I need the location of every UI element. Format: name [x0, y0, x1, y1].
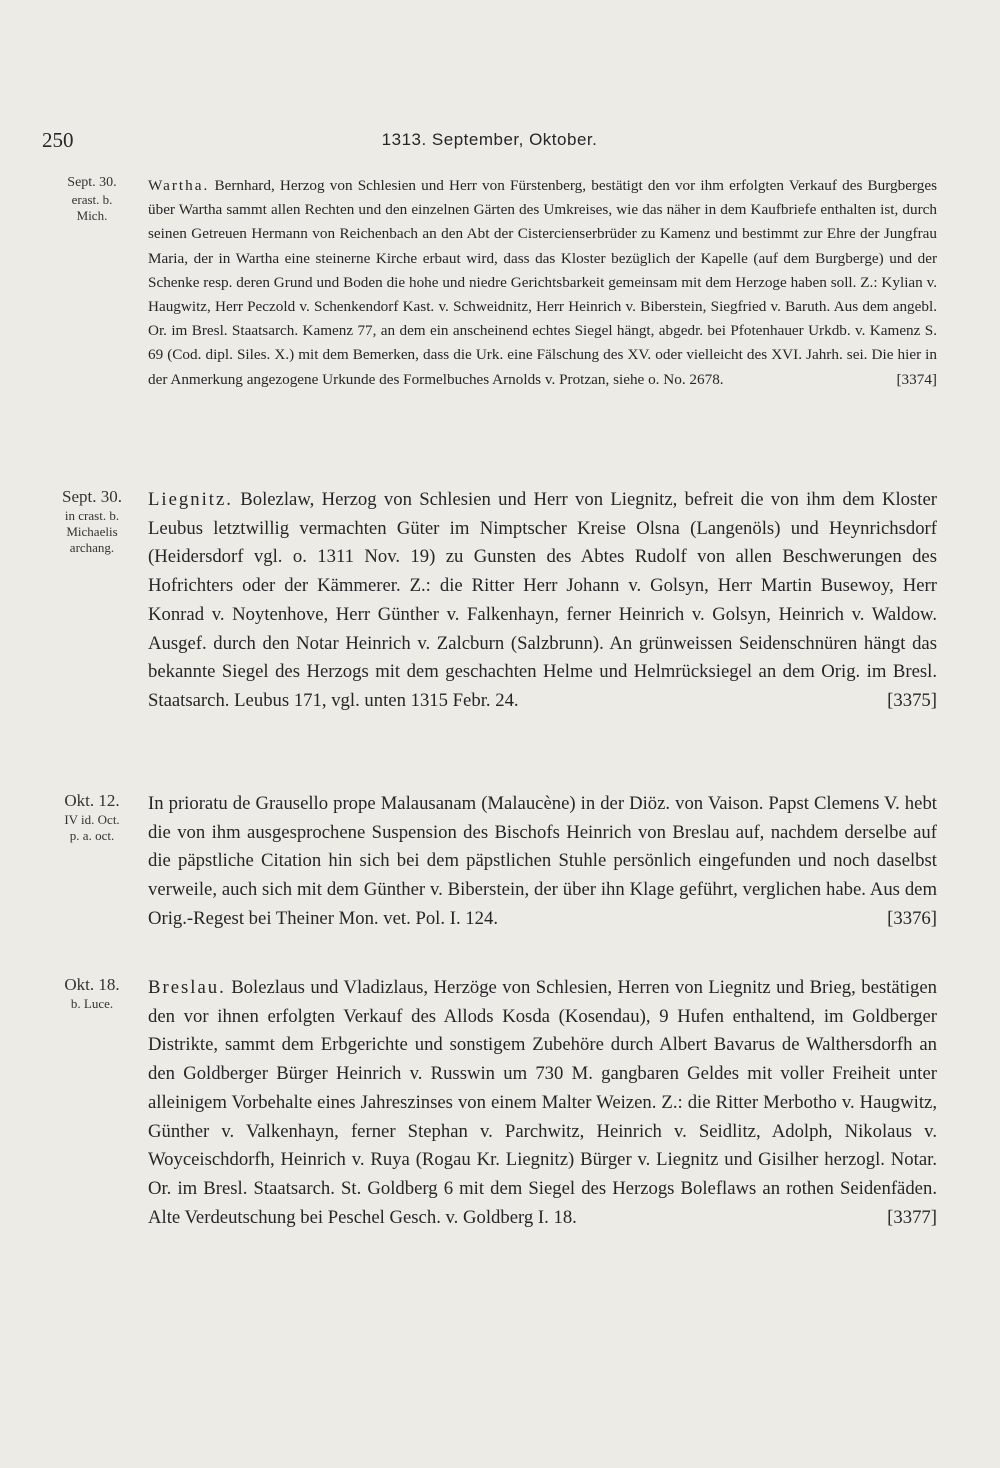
register-number: [3376] [887, 907, 937, 929]
date-main: Okt. 18. [64, 975, 120, 994]
entry-place: In prioratu de Grausello prope Malausanam (Malaucène) in der Diöz. von Vaison. [148, 793, 764, 814]
date-feast: archang. [69, 540, 115, 555]
register-number: [3374] [896, 370, 937, 388]
register-number: [3377] [887, 1206, 937, 1228]
date-feast: IV id. Oct. [64, 812, 120, 827]
entry-place: Breslau. [148, 977, 226, 998]
date-feast: erast. b. [71, 192, 113, 207]
entry-date [40, 486, 144, 556]
date-feast: Mich. [76, 208, 108, 223]
entry-text [148, 174, 937, 392]
date-main: Sept. 30. [67, 175, 117, 190]
entry-date [40, 790, 144, 844]
entry-body: Bolezlaw, Herzog von Schlesien und Herr von Liegnitz, befreit die von ihm dem Kloster Leubus letztwillig vermachten Güter im Nimptscher Kreise Olsna (Langenöls) und Heynrichsdorf (Heidersdorf vgl. o. 1311 Nov. 19) zu Gunsten des Abtes Rudolf von allen Beschwerungen des Hofrichters oder der Kämmerer. Z.: die Ritter Herr Johann v. Golsyn, Herr Martin Busewoy, Herr Konrad v. Noytenhove, Herr Günther v. Falkenhayn, ferner Heinrich v. Golsyn, Heinrich v. Waldow. Ausgef. durch den Notar Heinrich v. Zalcburn (Salzbrunn). An grünweissen Seidenschnüren hängt das bekannte Siegel des Herzogs mit dem geschachten Helme und Helmrücksiegel an dem Orig. im Bresl. Staatsarch. Leubus 171, vgl. unten 1315 Febr. 24. [148, 489, 937, 711]
date-main: Okt. 12. [64, 791, 120, 810]
entry-text [148, 486, 937, 716]
entry-body: Bernhard, Herzog von Schlesien und Herr von Fürstenberg, bestätigt den vor ihm erfolgten Verkauf des Burgberges über Wartha sammt allen Rechten und den einzelnen Gärten des Umkreises, wie das näher in dem Kaufbriefe enthalten ist, durch seinen Getreuen Hermann von Reichenbach an den Abt der Cistercienserbrüder zu Kamenz und bestimmt zur Ehre der Jungfrau Maria, der in Wartha eine steinerne Kirche erbaut wird, dass das Kloster bezüglich der Kapelle (auf dem Burgberge) und der Schenke resp. deren Grund und Boden die hohe und niedre Gerichtsbarkeit gemeinsam mit dem Herzoge haben soll. Z.: Kylian v. Haugwitz, Herr Peczold v. Schenkendorf Kast. v. Schweidnitz, Herr Heinrich v. Biberstein, Siegfried v. Baruth. Aus dem angebl. Or. im Bresl. Staatsarch. Kamenz 77, an dem ein anscheinend echtes Siegel hängt, abgedr. bei Pfotenhauer Urkdb. v. Kamenz S. 69 (Cod. dipl. Siles. X.) mit dem Bemerken, dass die Urk. eine Fälschung des XV. oder vielleicht des XVI. Jahrh. sei. Die hier in der Anmerkung angezogene Urkunde des Formelbuches Arnolds v. Protzan, siehe o. No. 2678. [148, 177, 937, 388]
date-feast: p. a. oct. [69, 828, 115, 843]
date-feast: in crast. b. [64, 508, 120, 523]
entry-body: Bolezlaus und Vladizlaus, Herzöge von Schlesien, Herren von Liegnitz und Brieg, bestätigen den vor ihnen erfolgten Verkauf des Allods Kosda (Kosendau), 9 Hufen enthaltend, im Goldberger Distrikte, sammt dem Erbgerichte und sonstigem Zubehöre durch Albert Bavarus de Walthersdorfh an den Goldberger Bürger Heinrich v. Russwin um 730 M. gangbaren Geldes mit voller Freiheit unter alleinigem Vorbehalte eines Jahreszinses von einem Malter Weizen. Z.: die Ritter Merbotho v. Haugwitz, Günther v. Valkenhayn, ferner Stephan v. Parchwitz, Heinrich v. Seidlitz, Adolph, Nikolaus v. Woyceischdorfh, Heinrich v. Ruya (Rogau Kr. Liegnitz) Bürger v. Liegnitz und Gisilher herzogl. Notar. Or. im Bresl. Staatsarch. St. Goldberg 6 mit dem Siegel des Herzogs Boleflaws an rothen Seidenfäden. Alte Verdeutschung bei Peschel Gesch. v. Goldberg I. 18. [148, 977, 937, 1228]
entry-body: Papst Clemens V. hebt die von ihm ausgesprochene Suspension des Bischofs Heinrich von Breslau auf, nachdem derselbe auf die päpstliche Citation hin sich bei dem päpstlichen Stuhle persönlich eingefunden und noch daselbst verweile, auch sich mit dem Günther v. Biberstein, der über ihn Klage geführt, verglichen habe. Aus dem Orig.-Regest bei Theiner Mon. vet. Pol. I. 124. [148, 793, 937, 929]
entry-text [148, 790, 937, 934]
entry-place: Wartha. [148, 177, 210, 194]
date-feast: b. Luce. [70, 996, 114, 1011]
date-feast: Michaelis [66, 524, 118, 539]
page-number: 250 [42, 128, 74, 152]
entry-date [40, 174, 144, 224]
date-main: Sept. 30. [62, 487, 122, 506]
register-number: [3375] [887, 689, 937, 711]
entry-text [148, 974, 937, 1232]
entry-date [40, 974, 144, 1012]
running-title: 1313. September, Oktober. [381, 130, 598, 149]
entry-place: Liegnitz. [148, 489, 233, 510]
page-header [42, 128, 937, 158]
